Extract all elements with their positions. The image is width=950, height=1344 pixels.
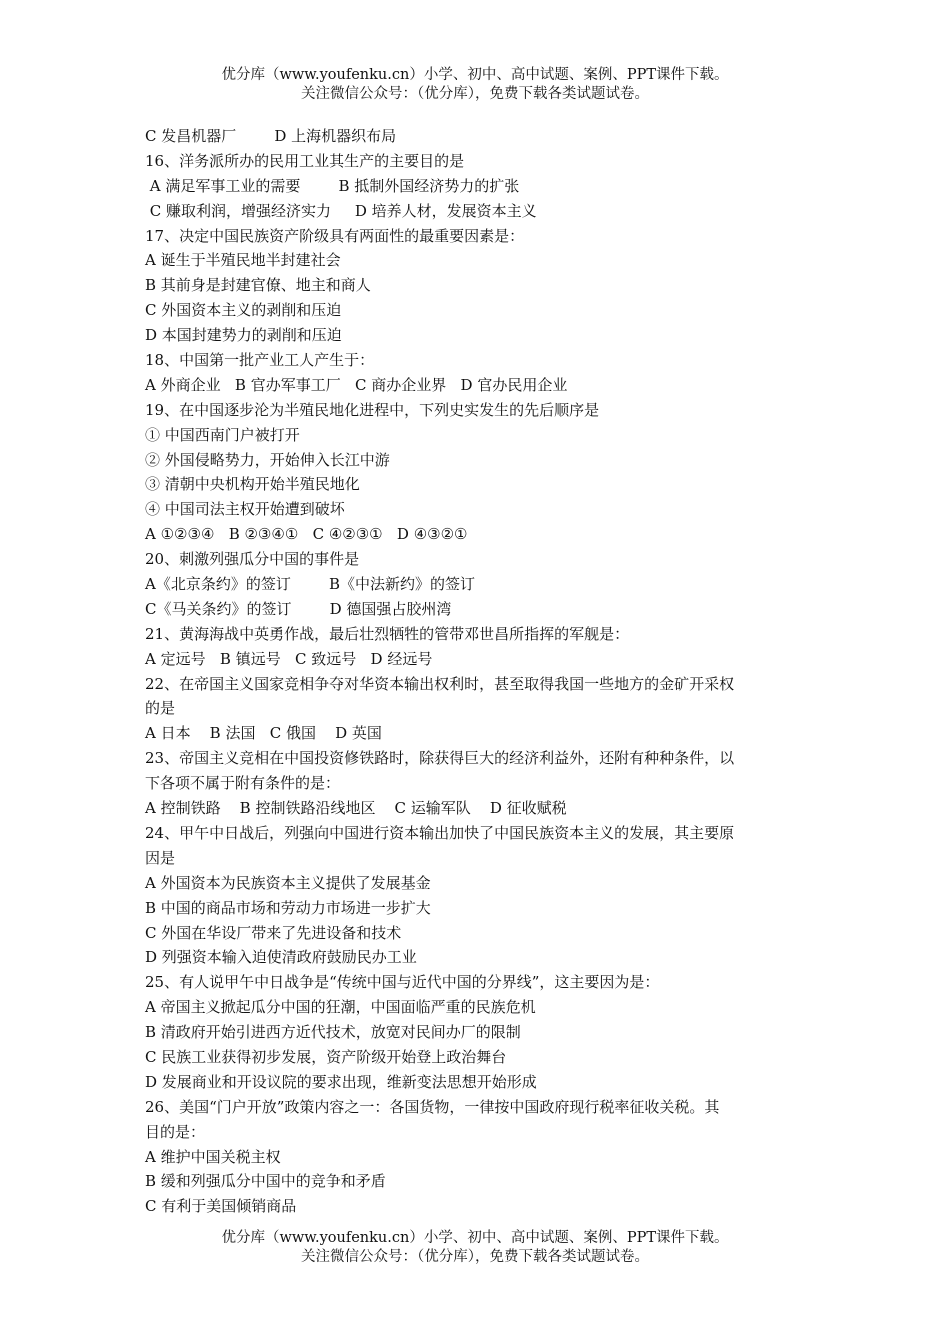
text-line: 21、黄海海战中英勇作战，最后壮烈牺牲的管带邓世昌所指挥的军舰是： bbox=[145, 624, 630, 643]
text-line: A 外国资本为民族资本主义提供了发展基金 bbox=[145, 873, 431, 892]
text-line: A 帝国主义掀起瓜分中国的狂潮，中国面临严重的民族危机 bbox=[145, 998, 536, 1017]
text-line: ② 外国侵略势力，开始伸入长江中游 bbox=[145, 450, 390, 469]
text-line: 23、帝国主义竞相在中国投资修铁路时，除获得巨大的经济利益外，还附有种种条件，以 bbox=[145, 749, 735, 768]
text-line: C 民族工业获得初步发展，资产阶级开始登上政治舞台 bbox=[145, 1047, 507, 1066]
text-line: ① 中国西南门户被打开 bbox=[145, 425, 300, 444]
footer-line-2: 关注微信公众号：（优分库），免费下载各类试题试卷。 bbox=[301, 1249, 649, 1265]
text-line: A 外商企业 B 官办军事工厂 C 商办企业界 D 官办民用企业 bbox=[145, 375, 568, 394]
footer-line-1: 优分库（www.youfenku.cn）小学、初中、高中试题、案例、PPT课件下载。 bbox=[221, 1230, 729, 1246]
header-line-1: 优分库（www.youfenku.cn）小学、初中、高中试题、案例、PPT课件下载。 bbox=[221, 67, 729, 83]
text-line: C 外国资本主义的剥削和压迫 bbox=[145, 301, 342, 320]
text-line: 25、有人说甲午中日战争是“传统中国与近代中国的分界线”，这主要因为是： bbox=[145, 973, 660, 992]
text-line: B 中国的商品市场和劳动力市场进一步扩大 bbox=[145, 898, 431, 917]
text-line: C《马关条约》的签订 D 德国强占胶州湾 bbox=[145, 599, 452, 618]
text-line: A 诞生于半殖民地半封建社会 bbox=[145, 251, 341, 270]
text-line: A ①②③④ B ②③④① C ④②③① D ④③②① bbox=[145, 525, 468, 544]
text-line: 16、洋务派所办的民用工业其生产的主要目的是 bbox=[145, 151, 465, 170]
text-line: 下各项不属于附有条件的是： bbox=[145, 774, 341, 793]
text-line: 目的是： bbox=[145, 1122, 206, 1141]
text-line: A 控制铁路 B 控制铁路沿线地区 C 运输军队 D 征收赋税 bbox=[145, 799, 567, 818]
text-line: 17、决定中国民族资产阶级具有两面性的最重要因素是： bbox=[145, 226, 525, 245]
text-line: B 缓和列强瓜分中国中的竞争和矛盾 bbox=[145, 1172, 386, 1191]
text-line: 因是 bbox=[145, 848, 176, 867]
text-line: A 日本 B 法国 C 俄国 D 英国 bbox=[145, 724, 382, 743]
text-line: C 赚取利润，增强经济实力 D 培养人材，发展资本主义 bbox=[145, 201, 537, 220]
text-line: 22、在帝国主义国家竞相争夺对华资本输出权利时，甚至取得我国一些地方的金矿开采权 bbox=[145, 674, 735, 693]
text-line: 的是 bbox=[145, 699, 176, 718]
text-line: A 维护中国关税主权 bbox=[145, 1147, 281, 1166]
text-line: D 本国封建势力的剥削和压迫 bbox=[145, 326, 342, 345]
text-line: C 发昌机器厂 D 上海机器织布局 bbox=[145, 127, 397, 145]
text-line: 19、在中国逐步沦为半殖民地化进程中，下列史实发生的先后顺序是 bbox=[145, 400, 600, 419]
text-line: D 发展商业和开设议院的要求出现，维新变法思想开始形成 bbox=[145, 1072, 537, 1091]
text-line: C 有利于美国倾销商品 bbox=[145, 1197, 297, 1216]
text-line: A 定远号 B 镇远号 C 致远号 D 经远号 bbox=[145, 649, 433, 668]
document-body bbox=[145, 124, 810, 1219]
page-footer bbox=[0, 1229, 950, 1267]
text-line: B 清政府开始引进西方近代技术，放宽对民间办厂的限制 bbox=[145, 1023, 521, 1042]
text-line: 24、甲午中日战后，列强向中国进行资本输出加快了中国民族资本主义的发展，其主要原 bbox=[145, 823, 735, 842]
text-line: 18、中国第一批产业工人产生于： bbox=[145, 351, 375, 370]
text-line: ④ 中国司法主权开始遭到破坏 bbox=[145, 500, 345, 519]
header-line-2: 关注微信公众号：（优分库），免费下载各类试题试卷。 bbox=[301, 86, 649, 102]
page-header bbox=[0, 66, 950, 104]
text-line: D 列强资本输入迫使清政府鼓励民办工业 bbox=[145, 948, 417, 967]
text-line: 20、刺激列强瓜分中国的事件是 bbox=[145, 550, 360, 569]
text-line: A《北京条约》的签订 B《中法新约》的签订 bbox=[145, 575, 476, 594]
text-line: A 满足军事工业的需要 B 抵制外国经济势力的扩张 bbox=[145, 176, 520, 195]
text-line: 26、美国“门户开放”政策内容之一：各国货物，一律按中国政府现行税率征收关税。其 bbox=[145, 1097, 720, 1116]
text-line: ③ 清朝中央机构开始半殖民地化 bbox=[145, 475, 360, 494]
text-line: B 其前身是封建官僚、地主和商人 bbox=[145, 276, 371, 295]
text-line: C 外国在华设厂带来了先进设备和技术 bbox=[145, 923, 402, 942]
